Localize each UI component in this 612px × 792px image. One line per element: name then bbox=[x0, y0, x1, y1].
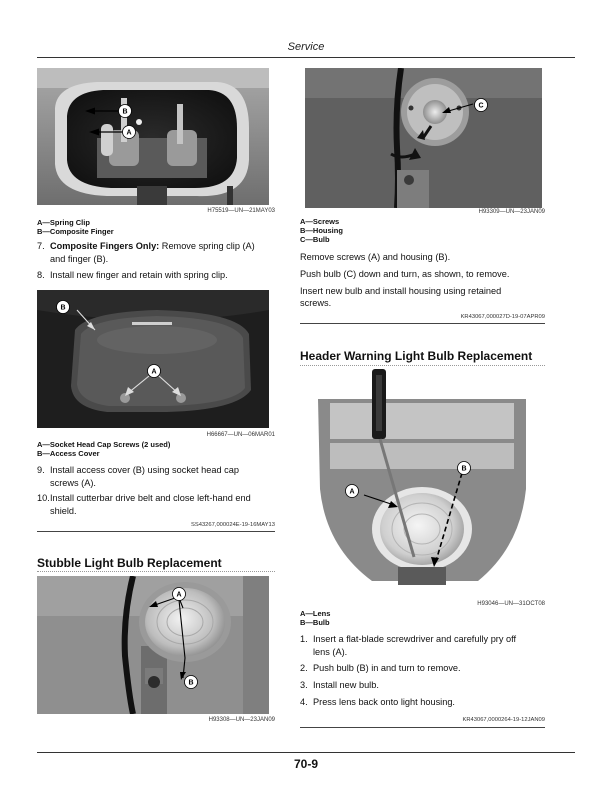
callout-b: B bbox=[188, 679, 194, 687]
step-text: Insert a flat-blade screwdriver and carefully pry off bbox=[313, 634, 517, 644]
callout-b: B bbox=[122, 108, 128, 116]
legend-item: B—Housing bbox=[300, 226, 343, 235]
section-rule bbox=[300, 727, 545, 728]
figure-legend bbox=[300, 217, 343, 244]
step-number: 2. bbox=[300, 663, 308, 673]
step-text: Install new finger and retain with spring clip. bbox=[50, 270, 228, 280]
step-number: 9. bbox=[37, 465, 45, 475]
step-text-cont: and finger (B). bbox=[50, 253, 109, 264]
callout-a: A bbox=[151, 368, 157, 376]
step-number: 10. bbox=[37, 493, 50, 503]
composite-finger-photo bbox=[37, 68, 269, 205]
step-text-cont: shield. bbox=[50, 505, 77, 516]
step-9 bbox=[37, 464, 277, 489]
legend-item: A—Socket Head Cap Screws (2 used) bbox=[37, 440, 171, 449]
callout-b: B bbox=[60, 304, 66, 312]
figure-legend bbox=[300, 609, 330, 627]
running-header: Service bbox=[287, 41, 325, 53]
callout-a: A bbox=[349, 488, 355, 496]
figure-id: H93046—UN—31OCT08 bbox=[477, 601, 545, 607]
figure-id: H75519—UN—21MAY03 bbox=[207, 208, 275, 214]
paragraph-cont: screws. bbox=[300, 298, 332, 308]
page-number: 70-9 bbox=[293, 757, 319, 771]
legend-item: B—Bulb bbox=[300, 618, 330, 627]
step-number: 8. bbox=[37, 270, 45, 280]
title-rule bbox=[300, 365, 545, 366]
callout-a: A bbox=[126, 129, 132, 137]
stubble-light-photo bbox=[37, 576, 269, 714]
step-2 bbox=[300, 662, 550, 675]
figure-id: H93308—UN—23JAN09 bbox=[208, 717, 275, 723]
step-text: Push bulb (B) in and turn to remove. bbox=[313, 663, 461, 673]
step-number: 3. bbox=[300, 680, 308, 690]
step-number: 4. bbox=[300, 697, 308, 707]
footer-rule bbox=[37, 752, 575, 753]
legend-item: B—Access Cover bbox=[37, 449, 100, 458]
step-text: Install cutterbar drive belt and close left-hand end bbox=[50, 493, 251, 503]
legend-item: A—Screws bbox=[300, 217, 340, 226]
legend-item: C—Bulb bbox=[300, 235, 330, 244]
reference-code: SS43267,000024E-19-16MAY13 bbox=[190, 522, 275, 528]
step-1 bbox=[300, 633, 550, 658]
header-warning-light-photo bbox=[300, 369, 545, 596]
step-text: Remove spring clip (A) bbox=[159, 241, 255, 251]
figure-legend bbox=[37, 218, 114, 236]
reference-code: KR43067,0000264-19-12JAN09 bbox=[462, 717, 545, 723]
reference-code: KR43067,000027D-19-07APR09 bbox=[460, 314, 545, 320]
access-cover-photo bbox=[37, 290, 269, 428]
step-text: Install new bulb. bbox=[313, 680, 379, 690]
bulb-removal-photo bbox=[305, 68, 542, 208]
callout-a: A bbox=[176, 591, 182, 599]
step-emphasis: Composite Fingers Only: bbox=[50, 241, 160, 251]
figure-id: H93309—UN—23JAN09 bbox=[478, 209, 545, 215]
step-3 bbox=[300, 679, 550, 692]
legend-item: A—Spring Clip bbox=[37, 218, 90, 227]
step-text-cont: screws (A). bbox=[50, 477, 96, 488]
step-4 bbox=[300, 696, 550, 709]
step-number: 1. bbox=[300, 634, 308, 644]
paragraph: Remove screws (A) and housing (B). bbox=[300, 252, 451, 262]
step-8 bbox=[37, 269, 277, 282]
step-10 bbox=[37, 492, 277, 517]
paragraph: Push bulb (C) down and turn, as shown, to remove. bbox=[300, 269, 510, 279]
step-7 bbox=[37, 240, 277, 265]
step-text-cont: lens (A). bbox=[313, 646, 348, 657]
section-rule bbox=[37, 531, 275, 532]
section-title: Stubble Light Bulb Replacement bbox=[37, 556, 222, 570]
figure-legend bbox=[37, 440, 170, 458]
step-text: Press lens back onto light housing. bbox=[313, 697, 455, 707]
section-rule bbox=[300, 323, 545, 324]
step-text: Install access cover (B) using socket head cap bbox=[50, 465, 239, 475]
callout-c: C bbox=[478, 102, 484, 110]
paragraph: Insert new bulb and install housing using retained bbox=[300, 286, 502, 296]
step-number: 7. bbox=[37, 241, 45, 251]
section-title: Header Warning Light Bulb Replacement bbox=[300, 349, 533, 363]
legend-item: A—Lens bbox=[300, 609, 331, 618]
legend-item: B—Composite Finger bbox=[37, 227, 114, 236]
callout-b: B bbox=[461, 465, 467, 473]
title-rule bbox=[37, 571, 275, 572]
header-rule bbox=[37, 57, 575, 58]
figure-id: H66667—UN—06MAR01 bbox=[206, 432, 275, 438]
